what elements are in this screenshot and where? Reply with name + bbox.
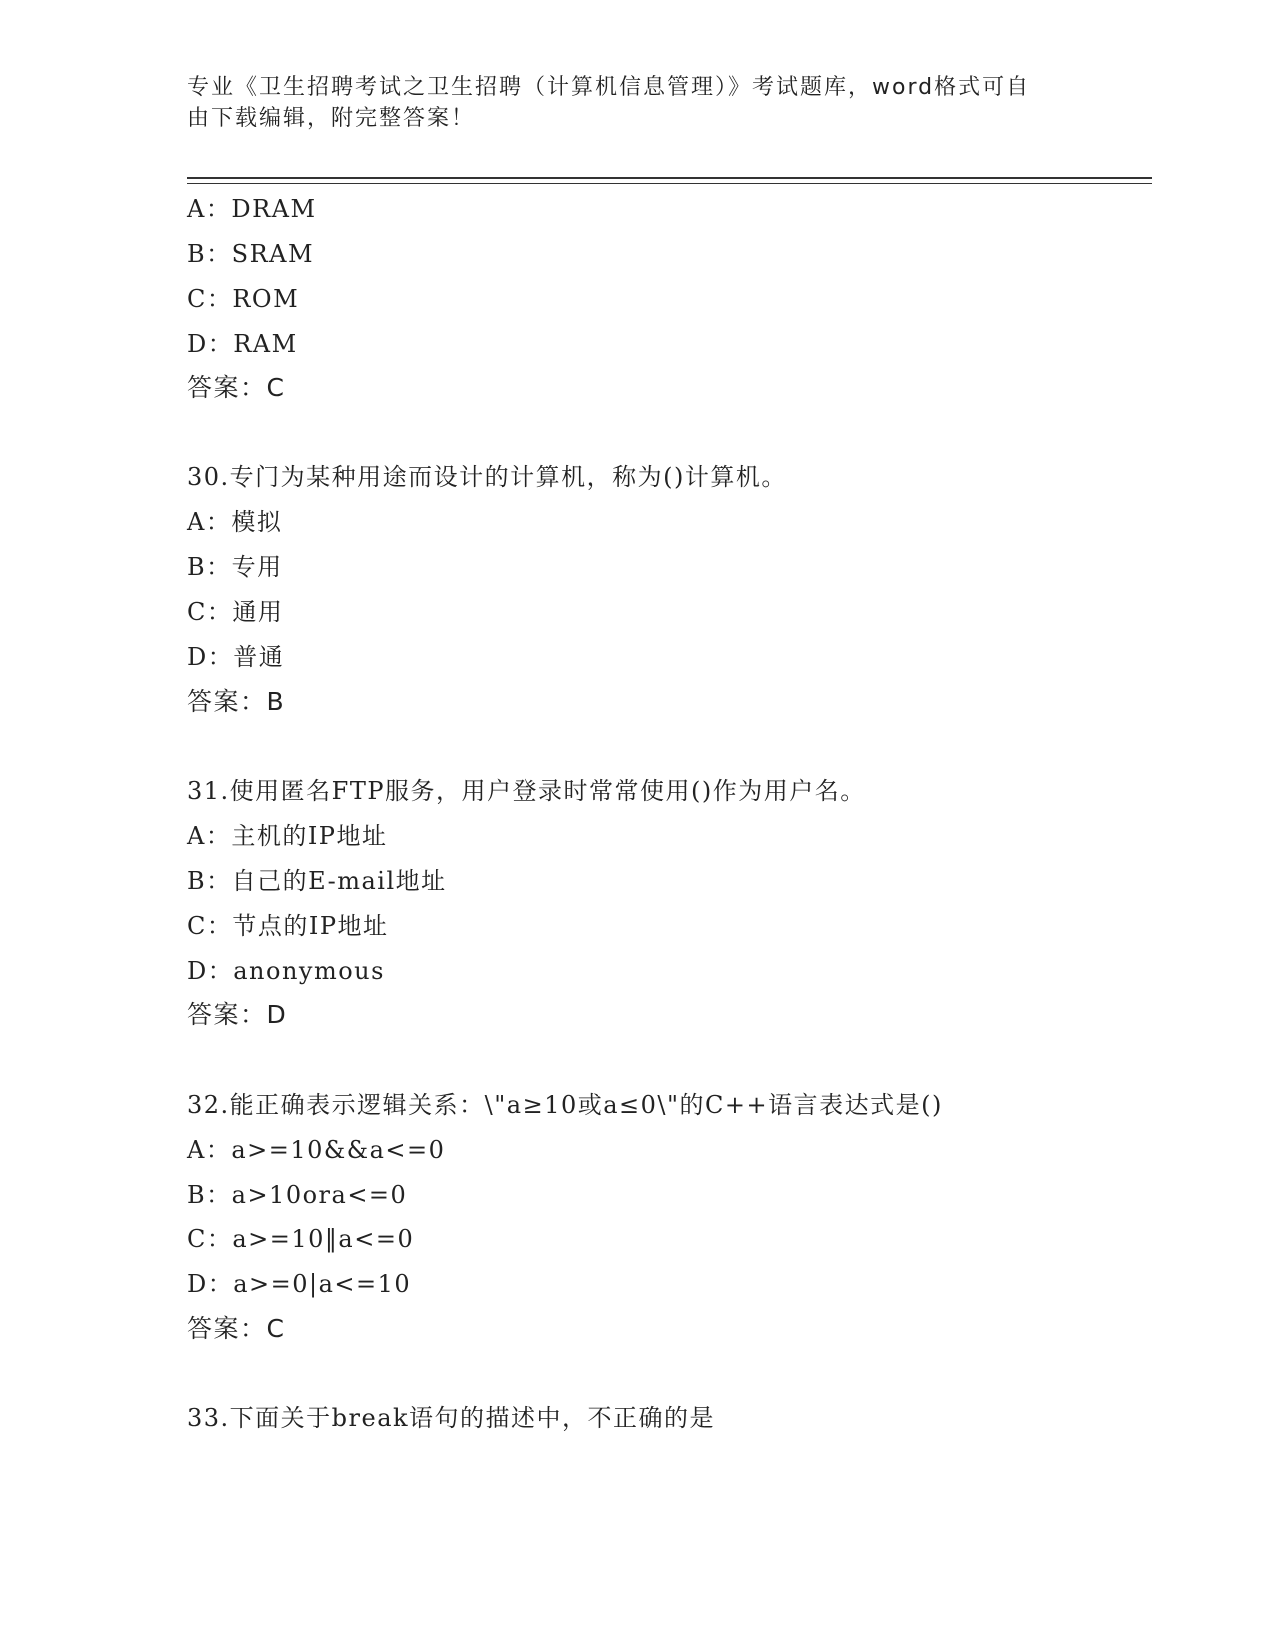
q31-answer: 答案：D: [187, 1000, 288, 1029]
q32-option-a: A：a>=10&&a<=0: [187, 1136, 446, 1164]
q32-question: 32.能正确表示逻辑关系：\"a≥10或a≤0\"的C++语言表达式是(): [187, 1091, 943, 1119]
q33-question: 33.下面关于break语句的描述中，不正确的是: [187, 1404, 716, 1432]
header-divider-thin: [187, 183, 1152, 184]
q32-option-d: D：a>=0|a<=10: [187, 1270, 412, 1298]
q29-option-b: B：SRAM: [187, 240, 315, 268]
q32-answer: 答案：C: [187, 1314, 286, 1343]
q30-option-d: D：普通: [187, 643, 285, 671]
q30-question: 30.专门为某种用途而设计的计算机，称为()计算机。: [187, 463, 787, 491]
q31-option-d: D：anonymous: [187, 957, 385, 985]
q30-option-c: C：通用: [187, 598, 284, 626]
q32-option-c: C：a>=10‖a<=0: [187, 1225, 415, 1253]
q29-answer: 答案：C: [187, 373, 286, 402]
q30-option-b: B：专用: [187, 553, 283, 581]
header-line-1: 专业《卫生招聘考试之卫生招聘（计算机信息管理）》考试题库，word格式可自: [187, 75, 1031, 100]
document-header: [187, 72, 1067, 134]
q32-option-b: B：a>10ora<=0: [187, 1181, 408, 1209]
q30-option-a: A：模拟: [187, 508, 283, 536]
q31-option-a: A：主机的IP地址: [187, 822, 388, 850]
q29-option-a: A：DRAM: [187, 195, 317, 223]
q29-option-d: D：RAM: [187, 330, 298, 358]
q31-option-c: C：节点的IP地址: [187, 912, 389, 940]
q29-option-c: C：ROM: [187, 285, 300, 313]
q30-answer: 答案：B: [187, 687, 286, 716]
q31-option-b: B：自己的E-mail地址: [187, 867, 447, 895]
q31-question: 31.使用匿名FTP服务，用户登录时常常使用()作为用户名。: [187, 777, 866, 805]
header-line-2: 由下载编辑，附完整答案！: [187, 106, 476, 131]
header-divider-thick: [187, 177, 1152, 179]
